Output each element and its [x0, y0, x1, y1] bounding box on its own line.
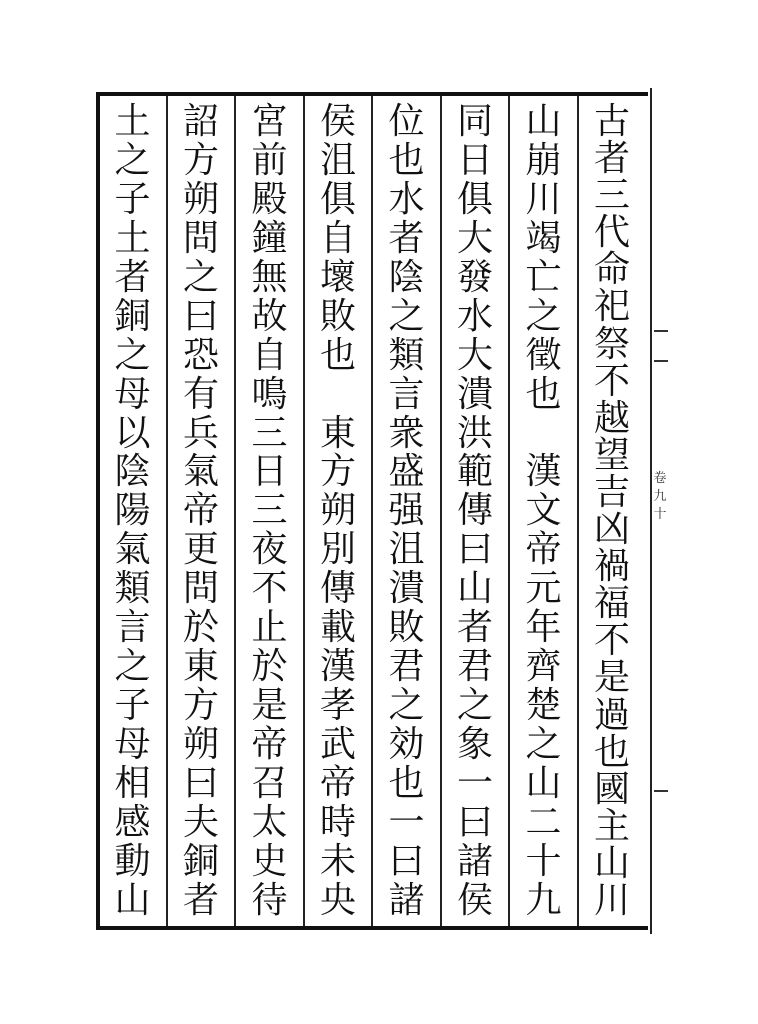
character: 東: [319, 412, 356, 454]
character: 亡: [525, 256, 562, 298]
character: 武: [319, 724, 356, 765]
character: 之: [114, 334, 151, 376]
character: 之: [388, 295, 425, 337]
edge-mark: [654, 360, 668, 362]
character: 君: [456, 646, 493, 688]
character: 過: [593, 694, 630, 736]
character: 載: [319, 607, 356, 649]
character: [522, 416, 566, 453]
character: 無: [251, 256, 288, 298]
character: 陽: [114, 490, 151, 532]
character: 者: [593, 138, 630, 180]
character: 吉: [593, 471, 630, 513]
character: 一: [388, 801, 425, 843]
character: 洪: [456, 412, 493, 454]
column-rule: [371, 96, 373, 926]
character: 詔: [182, 101, 219, 142]
character: 曰: [388, 840, 425, 882]
character: 元: [525, 568, 562, 610]
character: 强: [388, 490, 425, 532]
character: 潰: [388, 568, 425, 610]
character: 敗: [388, 607, 425, 649]
character: 不: [593, 620, 630, 662]
character: 水: [456, 295, 493, 337]
character: 者: [456, 607, 493, 649]
character: [316, 377, 360, 414]
character: 朔: [319, 490, 356, 532]
character: 大: [456, 334, 493, 376]
character: 也: [388, 762, 425, 804]
character: 於: [251, 646, 288, 688]
text-column: [310, 101, 366, 921]
character: 曰: [182, 762, 219, 804]
column-rule: [508, 96, 510, 926]
character: 之: [388, 685, 425, 727]
character: 恐: [182, 334, 219, 376]
character: 漢: [319, 646, 356, 688]
character: 同: [456, 101, 493, 142]
character: 壞: [319, 256, 356, 298]
character: 帝: [525, 529, 562, 571]
character: 命: [593, 249, 630, 291]
character: 鐘: [251, 217, 288, 259]
character: 沮: [319, 139, 356, 181]
character: 代: [593, 212, 630, 254]
character: 別: [319, 529, 356, 571]
column-rule: [234, 96, 236, 926]
character: 土: [114, 101, 151, 142]
character: 山: [114, 879, 151, 921]
character: 効: [388, 724, 425, 765]
character: 主: [593, 805, 630, 847]
character: 之: [525, 295, 562, 337]
character: 君: [388, 646, 425, 688]
character: 土: [114, 217, 151, 259]
character: 年: [525, 607, 562, 649]
character: 曰: [456, 801, 493, 843]
character: 於: [182, 607, 219, 649]
character: 山: [525, 101, 562, 142]
character: 氣: [182, 451, 219, 493]
character: 類: [114, 568, 151, 610]
character: 楚: [525, 685, 562, 727]
character: 問: [182, 217, 219, 259]
character: 潰: [456, 373, 493, 415]
character: 子: [114, 685, 151, 727]
character: 孝: [319, 685, 356, 727]
character: 衆: [388, 412, 425, 454]
character: 九: [525, 879, 562, 921]
character: 也: [593, 731, 630, 773]
character: 止: [251, 607, 288, 649]
character: 俱: [456, 178, 493, 220]
character: 祀: [593, 286, 630, 328]
character: 鳴: [251, 373, 288, 415]
character: 文: [525, 490, 562, 532]
column-rule: [303, 96, 305, 926]
character: 夫: [182, 801, 219, 843]
character: 竭: [525, 217, 562, 259]
character: 夜: [251, 529, 288, 571]
character: 崩: [525, 139, 562, 181]
character: 母: [114, 373, 151, 415]
character: 傳: [319, 568, 356, 610]
character: 待: [251, 879, 288, 921]
edge-character: 卷: [653, 471, 667, 486]
edge-character: 十: [653, 507, 667, 522]
character: 日: [251, 451, 288, 493]
text-column: [379, 101, 435, 921]
character: 越: [593, 397, 630, 439]
character: 宮: [251, 101, 288, 142]
character: 位: [388, 101, 425, 142]
character: 敗: [319, 295, 356, 337]
character: 東: [182, 646, 219, 688]
character: 俱: [319, 178, 356, 220]
character: 動: [114, 840, 151, 882]
character: 類: [388, 334, 425, 376]
character: 之: [525, 724, 562, 765]
character: 問: [182, 568, 219, 610]
character: 也: [525, 373, 562, 415]
character: 以: [114, 412, 151, 454]
character: 帝: [319, 762, 356, 804]
character: 大: [456, 217, 493, 259]
character: 祭: [593, 323, 630, 365]
character: 子: [114, 178, 151, 220]
character: 山: [593, 842, 630, 884]
character: 水: [388, 178, 425, 220]
character: 者: [182, 879, 219, 921]
character: 古: [593, 101, 630, 142]
edge-character: 九: [653, 489, 667, 504]
character: 朔: [182, 178, 219, 220]
character: 之: [456, 685, 493, 727]
character: 之: [114, 139, 151, 181]
character: 之: [114, 646, 151, 688]
character: 侯: [319, 101, 356, 142]
character: 陰: [114, 451, 151, 493]
character: 方: [182, 685, 219, 727]
character: 母: [114, 724, 151, 765]
column-rule: [577, 96, 579, 926]
character: 諸: [456, 840, 493, 882]
character: 三: [251, 412, 288, 454]
character: 凶: [593, 509, 630, 551]
text-column: [447, 101, 503, 921]
character: 更: [182, 529, 219, 571]
character: 傳: [456, 490, 493, 532]
character: 川: [593, 879, 630, 921]
character: 國: [593, 768, 630, 810]
character: 不: [251, 568, 288, 610]
character: 故: [251, 295, 288, 337]
character: 徵: [525, 334, 562, 376]
character: 時: [319, 801, 356, 843]
character: 太: [251, 801, 288, 843]
character: 兵: [182, 412, 219, 454]
character: 史: [251, 840, 288, 882]
character: 自: [251, 334, 288, 376]
character: 也: [319, 334, 356, 376]
character: 帝: [182, 490, 219, 532]
character: 十: [525, 840, 562, 882]
character: 川: [525, 178, 562, 220]
character: 召: [251, 762, 288, 804]
character: 方: [182, 139, 219, 181]
character: 盛: [388, 451, 425, 493]
text-column: [242, 101, 298, 921]
text-column: [173, 101, 229, 921]
character: 殿: [251, 178, 288, 220]
character: 者: [388, 217, 425, 259]
character: 氣: [114, 529, 151, 571]
character: 沮: [388, 529, 425, 571]
character: 山: [525, 762, 562, 804]
character: 相: [114, 762, 151, 804]
character: 福: [593, 583, 630, 625]
character: 發: [456, 256, 493, 298]
text-column: [584, 101, 640, 921]
column-rule: [166, 96, 168, 926]
column-rule: [440, 96, 442, 926]
character: 禍: [593, 546, 630, 588]
character: 是: [593, 657, 630, 699]
edge-label: [648, 470, 672, 524]
character: 象: [456, 724, 493, 765]
character: 未: [319, 840, 356, 882]
character: 諸: [388, 879, 425, 921]
character: 曰: [456, 529, 493, 571]
character: 銅: [182, 840, 219, 882]
character: 銅: [114, 295, 151, 337]
edge-mark: [654, 330, 668, 332]
character: 有: [182, 373, 219, 415]
text-column: [516, 101, 572, 921]
character: 侯: [456, 879, 493, 921]
character: 前: [251, 139, 288, 181]
character: 日: [456, 139, 493, 181]
character: 也: [388, 139, 425, 181]
character: 之: [182, 256, 219, 298]
character: 山: [456, 568, 493, 610]
character: 帝: [251, 724, 288, 765]
edge-mark: [654, 790, 668, 792]
character: 二: [525, 801, 562, 843]
character: 範: [456, 451, 493, 493]
character: 者: [114, 256, 151, 298]
character: 不: [593, 360, 630, 402]
character: 陰: [388, 256, 425, 298]
character: 三: [251, 490, 288, 532]
character: 曰: [182, 295, 219, 337]
character: 言: [114, 607, 151, 649]
character: 一: [456, 762, 493, 804]
character: 央: [319, 879, 356, 921]
character: 漢: [525, 451, 562, 493]
character: 感: [114, 801, 151, 843]
character: 齊: [525, 646, 562, 688]
character: 望: [593, 434, 630, 476]
character: 是: [251, 685, 288, 727]
character: 朔: [182, 724, 219, 765]
text-column: [105, 101, 161, 921]
character: 言: [388, 373, 425, 415]
character: 方: [319, 451, 356, 493]
character: 三: [593, 175, 630, 217]
character: 自: [319, 217, 356, 259]
